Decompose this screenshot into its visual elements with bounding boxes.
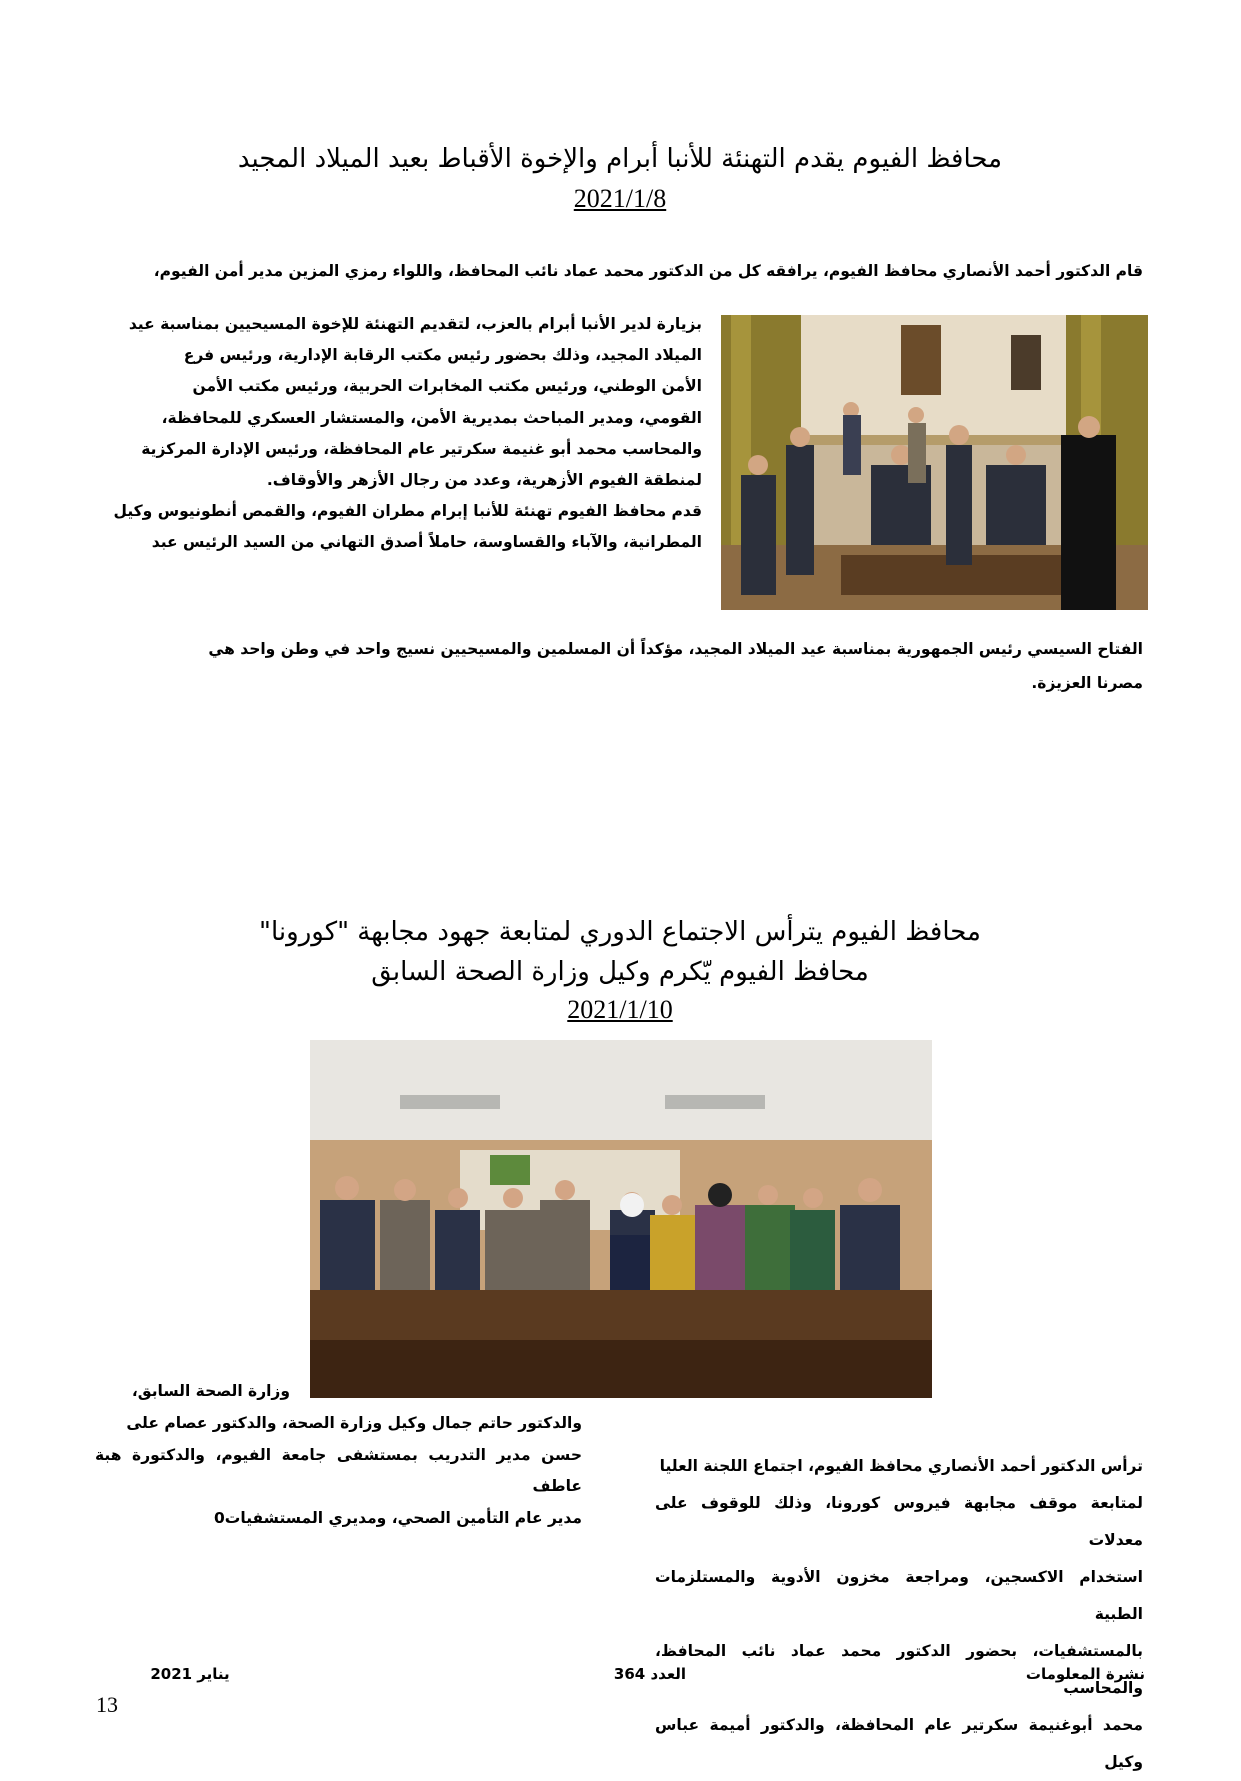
- text-line: القومي، ومدير المباحث بمديرية الأمن، والمستشار العسكري للمحافظة،: [161, 408, 702, 427]
- church-visit-photo: [721, 315, 1148, 610]
- article1-title: محافظ الفيوم يقدم التهنئة للأنبا أبرام والإخوة الأقباط بعيد الميلاد المجيد: [237, 144, 1003, 174]
- article1-date: 2021/1/8: [573, 184, 667, 213]
- article2-left-text: [95, 1408, 582, 1534]
- text-line: قدم محافظ الفيوم تهنئة للأنبا إبرام مطران الفيوم، والقمص أنطونيوس وكيل: [113, 502, 702, 521]
- footer-publication: نشرة المعلومات: [1025, 1665, 1145, 1683]
- article2-date: 2021/1/10: [567, 995, 673, 1024]
- text-line: مدير عام التأمين الصحي، ومديري المستشفيات0: [214, 1508, 582, 1527]
- footer-issue: العدد 364: [613, 1665, 687, 1683]
- text-line: والدكتور حاتم جمال وكيل وزارة الصحة، والدكتور عصام على: [126, 1414, 582, 1432]
- text-line: محمد أبوغنيمة سكرتير عام المحافظة، والدكتور أميمة عباس وكيل: [655, 1716, 1143, 1771]
- text-line: مصرنا العزيزة.: [1031, 674, 1143, 692]
- article2-subtitle: محافظ الفيوم يّكرم وكيل وزارة الصحة السابق: [371, 957, 869, 987]
- article2-title: محافظ الفيوم يترأس الاجتماع الدوري لمتابعة جهود مجابهة "كورونا": [259, 917, 981, 947]
- article1-bottom-text: [95, 632, 1143, 700]
- text-line: الفتاح السيسي رئيس الجمهورية بمناسبة عيد الميلاد المجيد، مؤكداً أن المسلمين والمسيحيين نسيج واحد في وطن واحد هي: [208, 640, 1143, 658]
- text-line: الأمن الوطني، ورئيس مكتب المخابرات الحربية، ورئيس مكتب الأمن: [192, 377, 702, 396]
- text-line: استخدام الاكسجين، ومراجعة مخزون الأدوية والمستلزمات الطبية: [655, 1568, 1143, 1623]
- text-line: المطرانية، والآباء والقساوسة، حاملاً أصدق التهاني من السيد الرئيس عبد: [151, 533, 702, 552]
- text-line: والمحاسب محمد أبو غنيمة سكرتير عام المحافظة، ورئيس الإدارة المركزية: [141, 439, 702, 458]
- text-line: بالمستشفيات، بحضور الدكتور محمد عماد نائب المحافظ، والمحاسب: [655, 1642, 1143, 1697]
- article1-beside-text: [95, 309, 702, 559]
- article2-left-first: وزارة الصحة السابق،: [131, 1382, 290, 1400]
- article1-line1: قام الدكتور أحمد الأنصاري محافظ الفيوم، يرافقه كل من الدكتور محمد عماد نائب المحافظ، واللواء رمزي المزين مدير أمن الفيوم،: [153, 262, 1143, 280]
- text-line: بزيارة لدير الأنبا أبرام بالعزب، لتقديم التهنئة للإخوة المسيحيين بمناسبة عيد: [128, 315, 702, 333]
- text-line: لمتابعة موقف مجابهة فيروس كورونا، وذلك للوقوف على معدلات: [655, 1494, 1143, 1549]
- article2-right-text: [655, 1448, 1143, 1781]
- text-line: الميلاد المجيد، وذلك بحضور رئيس مكتب الرقابة الإدارية، ورئيس فرع: [183, 346, 702, 365]
- text-line: حسن مدير التدريب بمستشفى جامعة الفيوم، والدكتورة هبة عاطف: [95, 1445, 582, 1495]
- group-meeting-photo: [310, 1040, 932, 1398]
- text-line: لمنطقة الفيوم الأزهرية، وعدد من رجال الأزهر والأوقاف.: [266, 471, 702, 490]
- footer-date: يناير 2021: [150, 1665, 230, 1683]
- page-number: 13: [96, 1692, 118, 1717]
- text-line: ترأس الدكتور أحمد الأنصاري محافظ الفيوم، اجتماع اللجنة العليا: [659, 1457, 1143, 1475]
